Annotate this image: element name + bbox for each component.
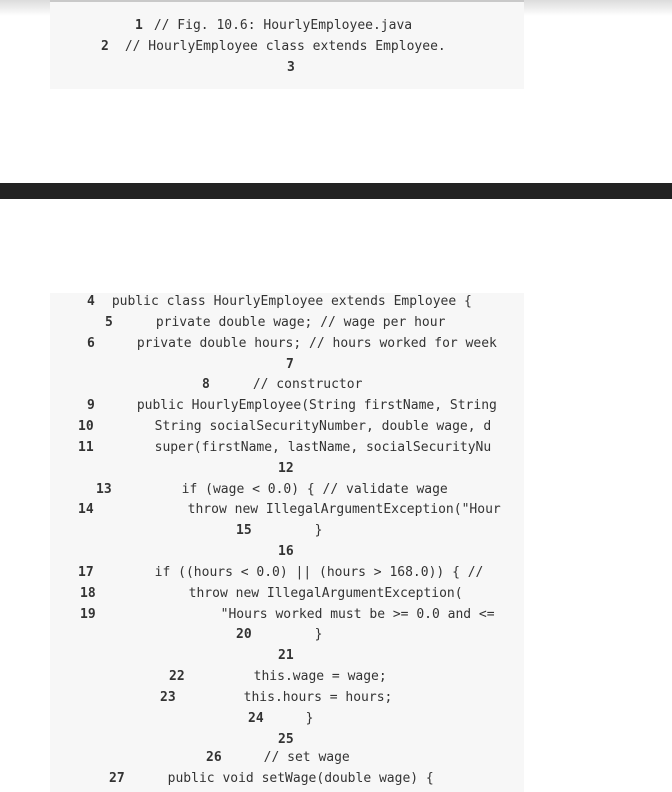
line-number: 5 [105,315,113,330]
code-line-13 [96,481,448,499]
code-text: private double wage; // wage per hour [155,315,446,330]
line-number: 12 [278,461,294,476]
code-text: } [305,711,314,726]
line-number: 26 [206,750,222,765]
code-line-23 [160,689,392,707]
line-number: 1 [135,18,143,33]
code-line-14 [78,501,501,519]
line-number: 19 [80,607,96,622]
code-snippet-top [50,0,524,89]
code-text: } [314,627,323,642]
line-number: 27 [109,771,125,786]
code-text: } [314,523,323,538]
code-line-6 [87,335,497,353]
code-text: // set wage [263,750,350,765]
line-number: 11 [78,440,94,455]
code-line-17 [78,564,483,582]
code-line-3 [287,59,295,77]
code-line-16 [278,543,294,561]
code-line-19 [80,606,495,624]
code-line-10 [78,418,491,436]
line-number: 14 [78,502,94,517]
code-text: this.hours = hours; [243,690,393,705]
code-line-22 [169,668,387,686]
code-text: String socialSecurityNumber, double wage, d [154,419,492,434]
code-line-18 [80,585,463,603]
line-number: 24 [248,711,264,726]
code-line-8 [202,376,362,394]
line-number: 4 [87,294,95,309]
line-number: 13 [96,482,112,497]
line-number: 17 [78,565,94,580]
code-text: // constructor [252,377,363,392]
top-border [50,0,524,2]
code-line-11 [78,439,491,457]
code-line-21 [278,647,294,665]
line-number: 15 [236,523,252,538]
code-text: throw new IllegalArgumentException( [188,586,463,601]
code-line-15 [236,522,322,540]
code-text: "Hours worked must be >= 0.0 and <= [220,607,495,622]
code-line-5 [105,314,445,332]
code-text: throw new IllegalArgumentException("Hour [187,502,501,517]
code-line-1 [135,17,412,35]
code-snippet-main [50,293,524,792]
line-number: 7 [286,357,294,372]
code-line-4 [87,293,472,311]
code-line-7 [286,356,294,374]
code-line-9 [87,397,497,415]
section-divider-bar [0,183,672,199]
line-number: 22 [169,669,185,684]
code-text: private double hours; // hours worked for week [136,336,497,351]
line-number: 21 [278,648,294,663]
line-number: 2 [101,39,109,54]
line-number: 16 [278,544,294,559]
code-text: this.wage = wage; [253,669,387,684]
code-text: super(firstName, lastName, socialSecurityNu [154,440,492,455]
code-text: public HourlyEmployee(String firstName, String [136,398,497,413]
code-line-27 [109,770,434,788]
code-text: // HourlyEmployee class extends Employee. [124,39,446,54]
line-number: 8 [202,377,210,392]
code-text: public class HourlyEmployee extends Employee { [111,294,472,309]
code-line-26 [206,749,350,767]
line-number: 20 [236,627,252,642]
code-line-25 [278,731,294,749]
code-line-20 [236,626,322,644]
code-line-2 [101,38,446,56]
code-line-12 [278,460,294,478]
line-number: 3 [287,60,295,75]
line-number: 18 [80,586,96,601]
code-text: if ((hours < 0.0) || (hours > 168.0)) { // [154,565,484,580]
line-number: 10 [78,419,94,434]
line-number: 6 [87,336,95,351]
code-text: // Fig. 10.6: HourlyEmployee.java [153,18,413,33]
code-line-24 [248,710,313,728]
line-number: 9 [87,398,95,413]
code-text: public void setWage(double wage) { [167,771,434,786]
code-text: if (wage < 0.0) { // validate wage [181,482,448,497]
line-number: 23 [160,690,176,705]
line-number: 25 [278,732,294,747]
